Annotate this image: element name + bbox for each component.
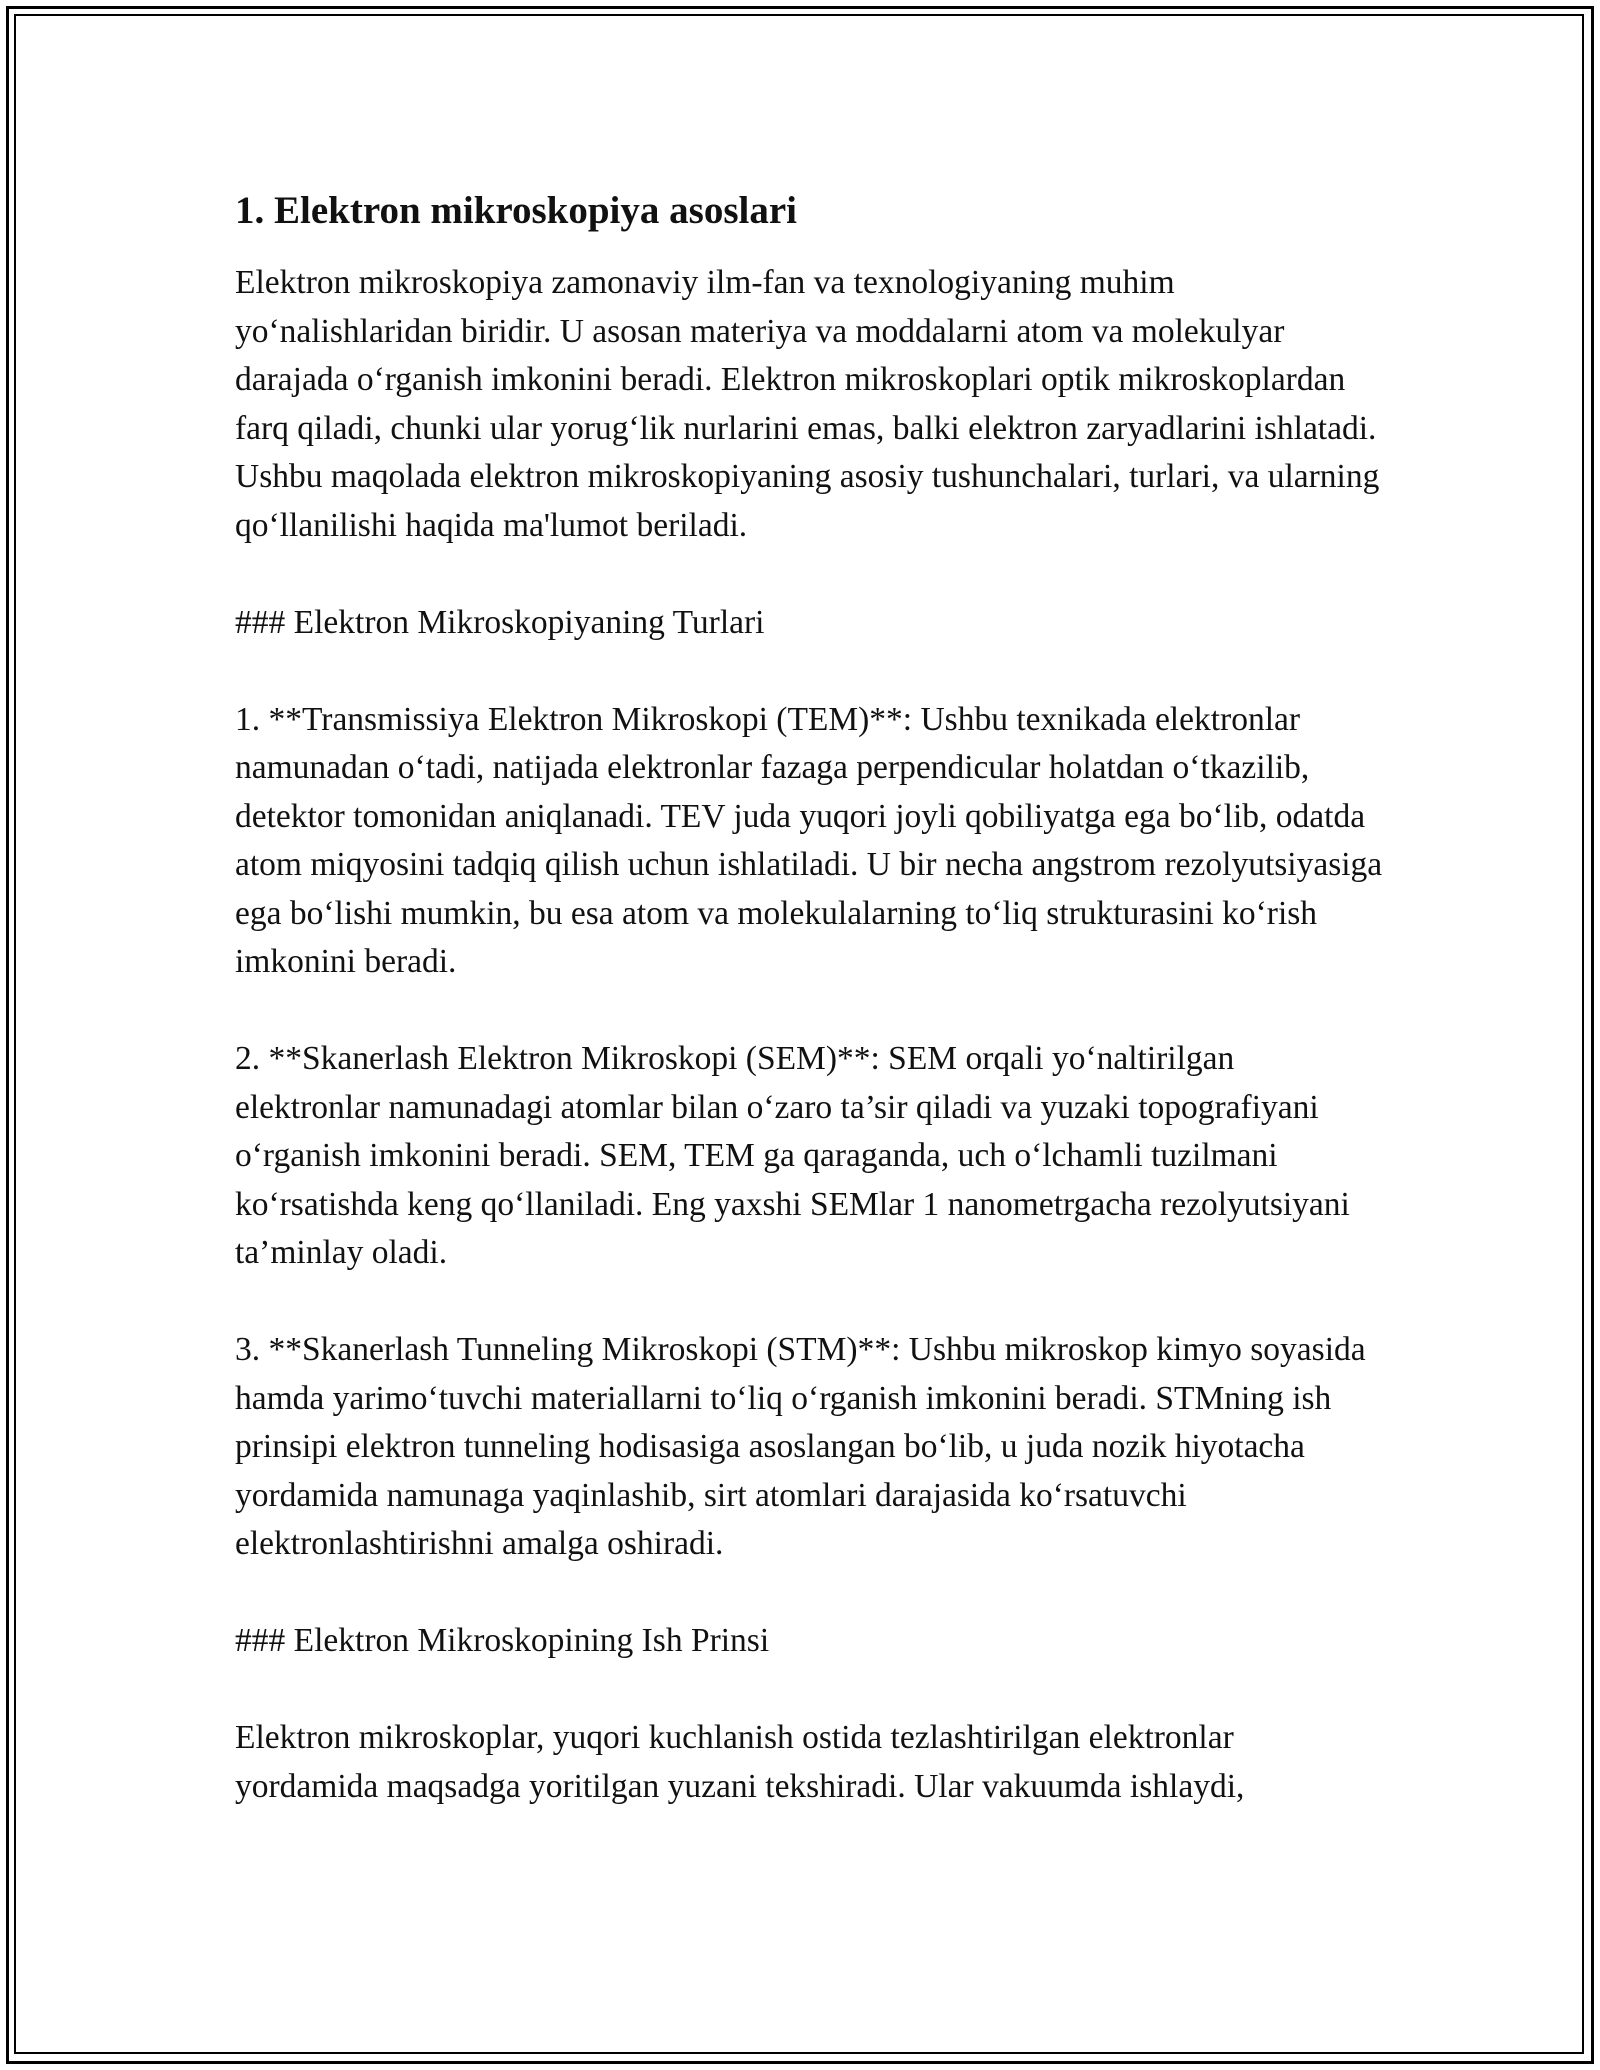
document-body xyxy=(235,185,1385,1860)
list-item-sem: 2. **Skanerlash Elektron Mikroskopi (SEM)**: SEM orqali yo‘naltirilgan elektronlar namunadagi atomlar bilan o‘zaro ta’sir qiladi va yuzaki topografiyani o‘rganish imkonini beradi. SEM, TEM ga qaraganda, uch o‘lchamli tuzilmani ko‘rsatishda keng qo‘llaniladi. Eng yaxshi SEMlar 1 nanometrgacha rezolyutsiyani ta’minlay oladi. xyxy=(235,1040,1350,1271)
list-item-stm: 3. **Skanerlash Tunneling Mikroskopi (STM)**: Ushbu mikroskop kimyo soyasida hamda yarimo‘tuvchi materiallarni to‘liq o‘rganish imkonini beradi. STMning ish prinsipi elektron tunneling hodisasiga asoslangan bo‘lib, u juda nozik hiyotacha yordamida namunaga yaqinlashib, sirt atomlari darajasida ko‘rsatuvchi elektronlashtirishni amalga oshiradi. xyxy=(235,1331,1366,1562)
intro-paragraph: Elektron mikroskopiya zamonaviy ilm-fan va texnologiyaning muhim yo‘nalishlaridan biridir. U asosan materiya va moddalarni atom va molekulyar darajada o‘rganish imkonini beradi. Elektron mikroskoplari optik mikroskoplardan farq qiladi, chunki ular yorug‘lik nurlarini emas, balki elektron zaryadlarini ishlatadi. Ushbu maqolada elektron mikroskopiyaning asosiy tushunchalari, turlari, va ularning qo‘llanilishi haqida ma'lumot beriladi. xyxy=(235,264,1380,544)
principle-paragraph: Elektron mikroskoplar, yuqori kuchlanish ostida tezlashtirilgan elektronlar yordamida maqsadga yoritilgan yuzani tekshiradi. Ular vakuumda ishlaydi, xyxy=(235,1719,1245,1805)
section-heading-types: ### Elektron Mikroskopiyaning Turlari xyxy=(235,603,765,641)
document-title: 1. Elektron mikroskopiya asoslari xyxy=(235,189,797,232)
section-heading-principle: ### Elektron Mikroskopining Ish Prinsi xyxy=(235,1622,770,1659)
list-item-tem: 1. **Transmissiya Elektron Mikroskopi (TEM)**: Ushbu texnikada elektronlar namunadan o‘tadi, natijada elektronlar fazaga perpendicular holatdan o‘tkazilib, detektor tomonidan aniqlanadi. TEV juda yuqori joyli qobiliyatga ega bo‘lib, odatda atom miqyosini tadqiq qilish uchun ishlatiladi. U bir necha angstrom rezolyutsiyasiga ega bo‘lishi mumkin, bu esa atom va molekulalarning to‘liq strukturasini ko‘rish imkonini beradi. xyxy=(235,700,1383,980)
